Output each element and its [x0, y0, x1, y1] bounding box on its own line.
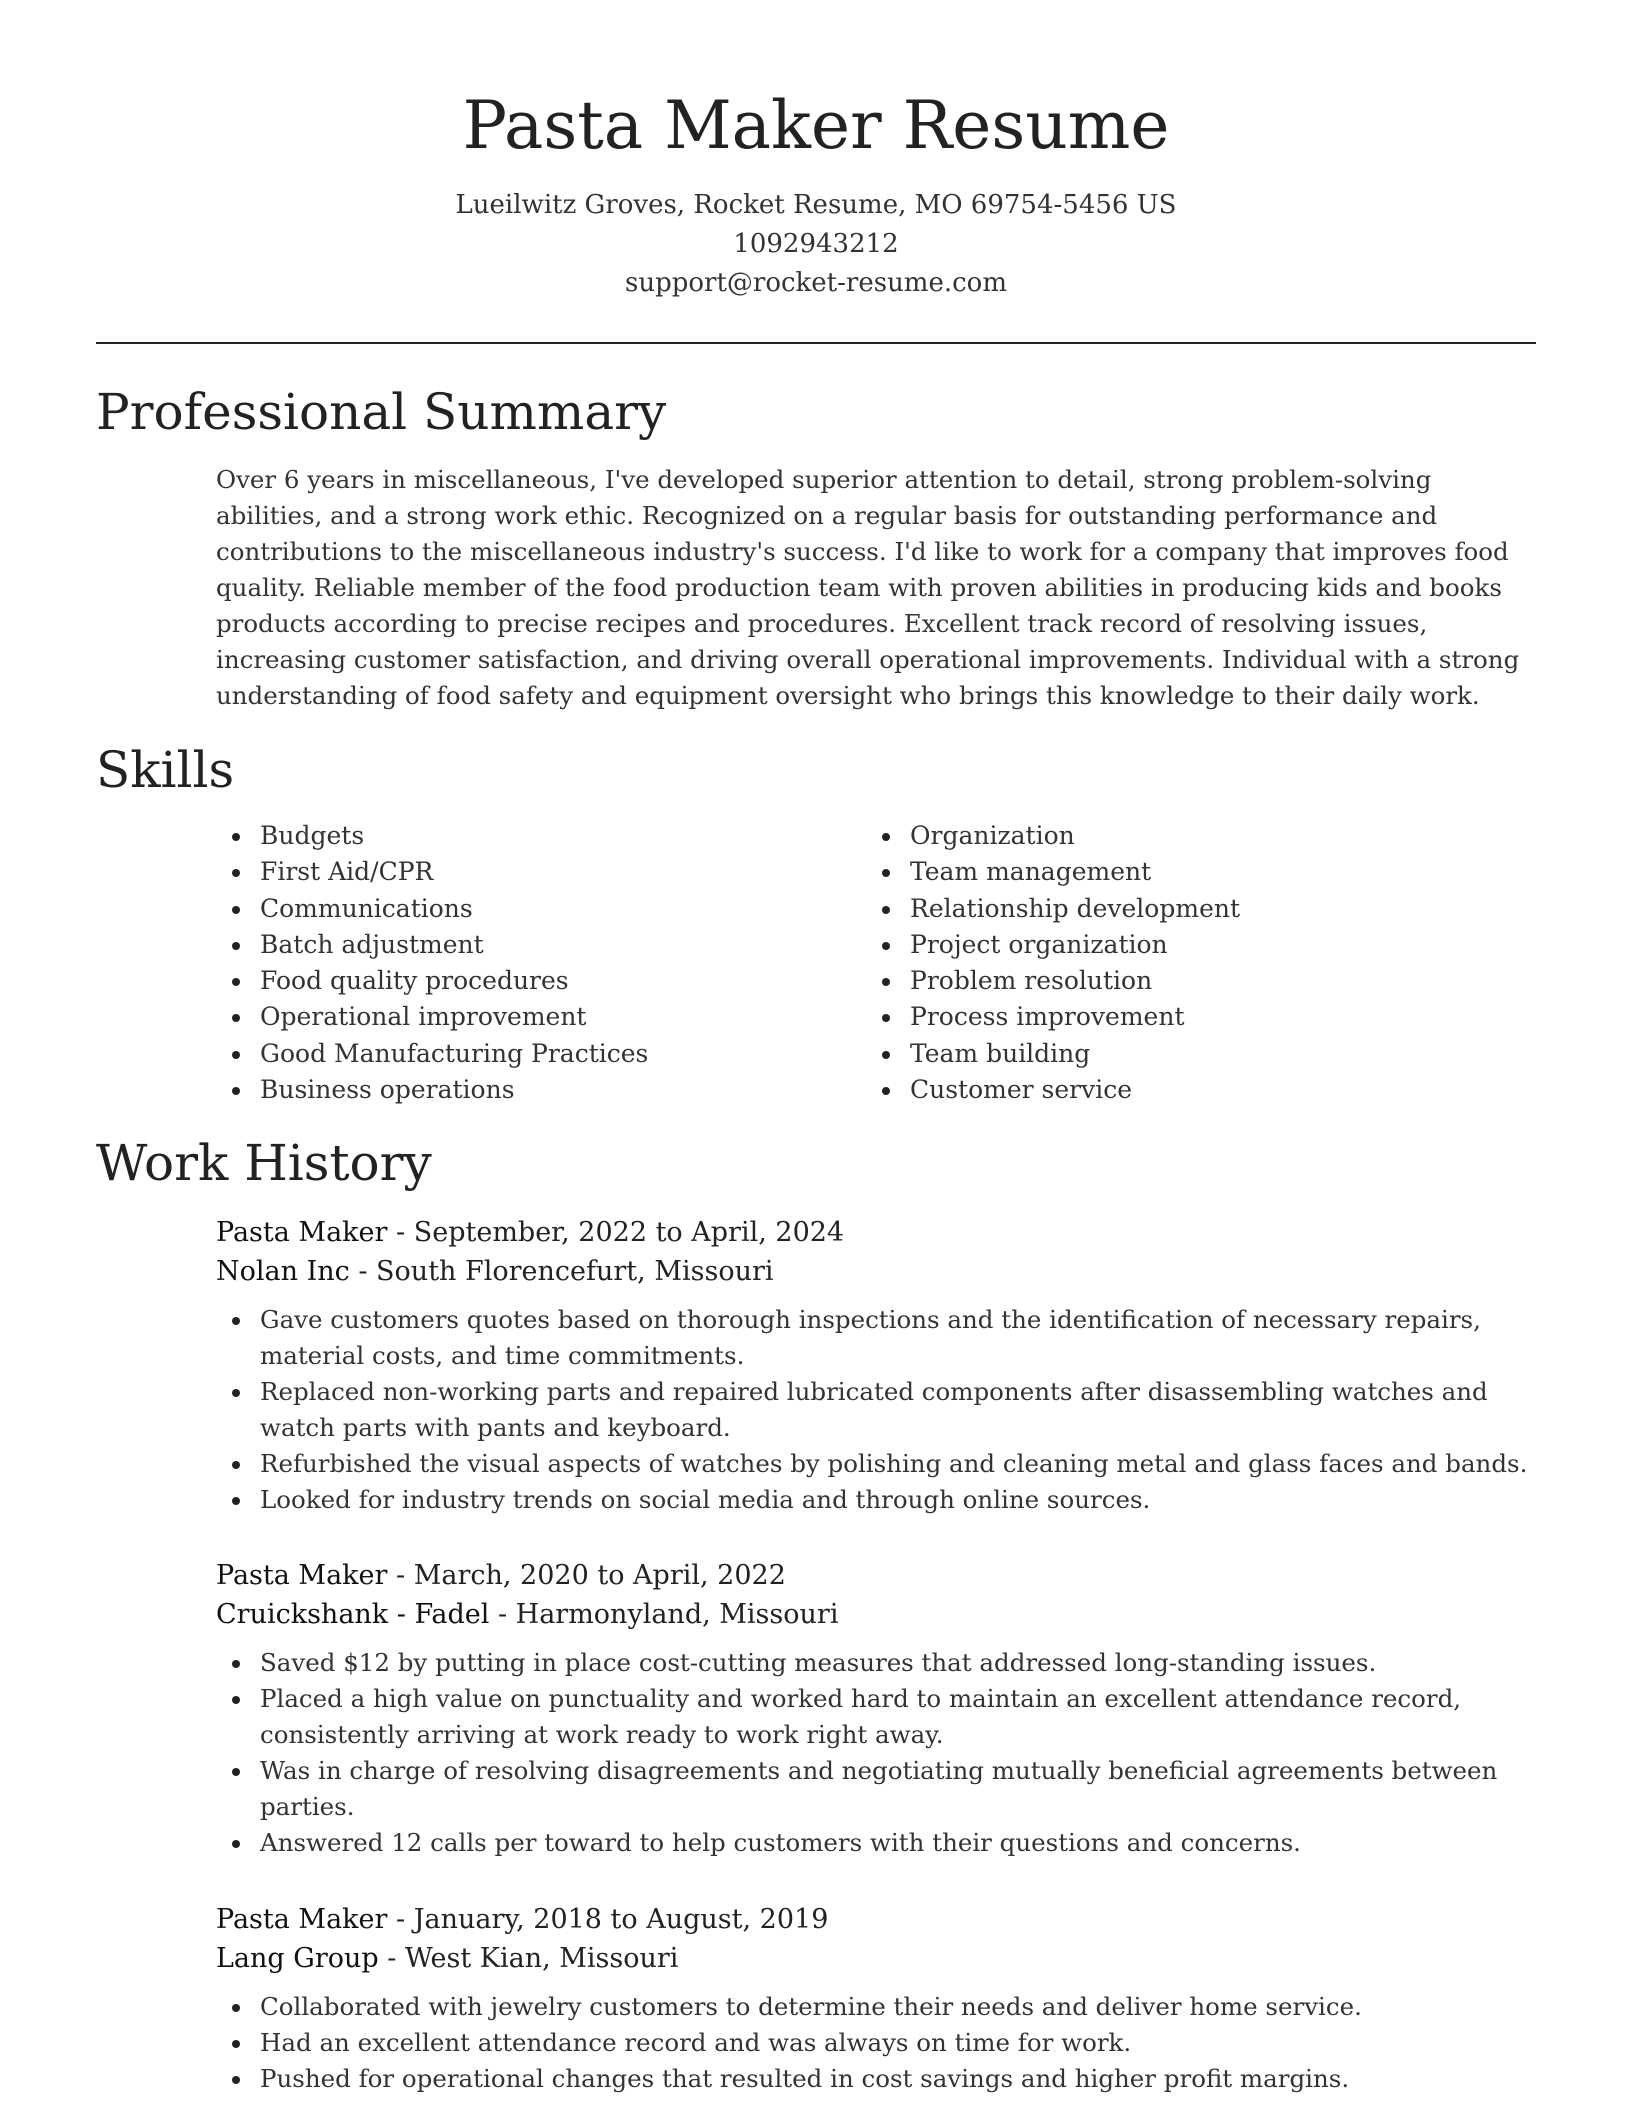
skill-item: Team management: [866, 854, 1240, 890]
job-company: Lang Group: [216, 1943, 379, 1974]
job-title: Pasta Maker: [216, 1904, 388, 1935]
skill-item: First Aid/CPR: [216, 854, 648, 890]
summary-heading: Professional Summary: [96, 383, 667, 441]
job-company: Cruickshank - Fadel: [216, 1599, 490, 1630]
contact-address: Lueilwitz Groves, Rocket Resume, MO 69754-5456 US: [455, 190, 1177, 220]
job-title-line: [216, 1900, 1538, 1939]
skills-heading: Skills: [96, 741, 235, 799]
skill-item: Budgets: [216, 818, 648, 854]
job-company: Nolan Inc: [216, 1256, 350, 1287]
job-entry: [216, 1213, 1538, 1518]
job-dates: - January, 2018 to August, 2019: [387, 1904, 829, 1935]
job-dates: - March, 2020 to April, 2022: [387, 1560, 786, 1591]
duty-item: Saved $12 by putting in place cost-cutting measures that addressed long-standing issues.: [216, 1645, 1538, 1681]
skill-item: Good Manufacturing Practices: [216, 1036, 648, 1072]
duty-item: Replaced non-working parts and repaired lubricated components after disassembling watches and watch parts with pants and keyboard.: [216, 1374, 1538, 1446]
job-entry: [216, 1556, 1538, 1861]
duty-item: Answered 12 calls per toward to help customers with their questions and concerns.: [216, 1825, 1538, 1861]
resume-header: [96, 86, 1536, 303]
skill-item: Team building: [866, 1036, 1240, 1072]
job-duties: [216, 1645, 1538, 1861]
job-duties: [216, 1302, 1538, 1518]
job-dates: - September, 2022 to April, 2024: [387, 1217, 845, 1248]
work-history-heading: Work History: [96, 1134, 432, 1192]
job-title-line: [216, 1213, 1538, 1252]
duty-item: Had an excellent attendance record and was always on time for work.: [216, 2025, 1538, 2061]
job-company-line: [216, 1939, 1538, 1978]
job-location: - South Florencefurt, Missouri: [349, 1256, 774, 1287]
duty-item: Pushed for operational changes that resulted in cost savings and higher profit margins.: [216, 2061, 1538, 2097]
skills-list-right: [866, 818, 1240, 1108]
skill-item: Project organization: [866, 927, 1240, 963]
contact-email: support@rocket-resume.com: [624, 268, 1007, 298]
duty-item: Looked for industry trends on social media and through online sources.: [216, 1482, 1538, 1518]
job-location: - West Kian, Missouri: [378, 1943, 679, 1974]
job-location: - Harmonyland, Missouri: [489, 1599, 839, 1630]
duty-item: Placed a high value on punctuality and worked hard to maintain an excellent attendance record, consistently arriving at work ready to work right away.: [216, 1681, 1538, 1753]
contact-block: [96, 186, 1536, 303]
contact-phone: 1092943212: [733, 229, 899, 259]
job-entry: [216, 1900, 1538, 2097]
summary-text: Over 6 years in miscellaneous, I've developed superior attention to detail, strong problem-solving abilities, and a strong work ethic. Recognized on a regular basis for outstanding performance and contributions to the miscellaneous industry's success. I'd like to work for a company that improves food quality. Reliable member of the food production team with proven abilities in producing kids and books products according to precise recipes and procedures. Excellent track record of resolving issues, increasing customer satisfaction, and driving overall operational improvements. Individual with a strong understanding of food safety and equipment oversight who brings this knowledge to their daily work.: [216, 465, 1520, 710]
job-company-line: [216, 1252, 1538, 1291]
skills-list-left: [216, 818, 648, 1108]
skill-item: Operational improvement: [216, 999, 648, 1035]
header-divider: [96, 342, 1536, 344]
skill-item: Customer service: [866, 1072, 1240, 1108]
duty-item: Was in charge of resolving disagreements and negotiating mutually beneficial agreements between parties.: [216, 1753, 1538, 1825]
job-title-line: [216, 1556, 1538, 1595]
skill-item: Process improvement: [866, 999, 1240, 1035]
job-title: Pasta Maker: [216, 1560, 388, 1591]
page-title: Pasta Maker Resume: [462, 87, 1170, 164]
skill-item: Food quality procedures: [216, 963, 648, 999]
job-company-line: [216, 1595, 1538, 1634]
skill-item: Business operations: [216, 1072, 648, 1108]
duty-item: Gave customers quotes based on thorough inspections and the identification of necessary repairs, material costs, and time commitments.: [216, 1302, 1538, 1374]
job-duties: [216, 1989, 1538, 2097]
duty-item: Collaborated with jewelry customers to determine their needs and deliver home service.: [216, 1989, 1538, 2025]
skill-item: Organization: [866, 818, 1240, 854]
skill-item: Problem resolution: [866, 963, 1240, 999]
skill-item: Communications: [216, 891, 648, 927]
skill-item: Relationship development: [866, 891, 1240, 927]
job-title: Pasta Maker: [216, 1217, 388, 1248]
duty-item: Refurbished the visual aspects of watches by polishing and cleaning metal and glass faces and bands.: [216, 1446, 1538, 1482]
skill-item: Batch adjustment: [216, 927, 648, 963]
